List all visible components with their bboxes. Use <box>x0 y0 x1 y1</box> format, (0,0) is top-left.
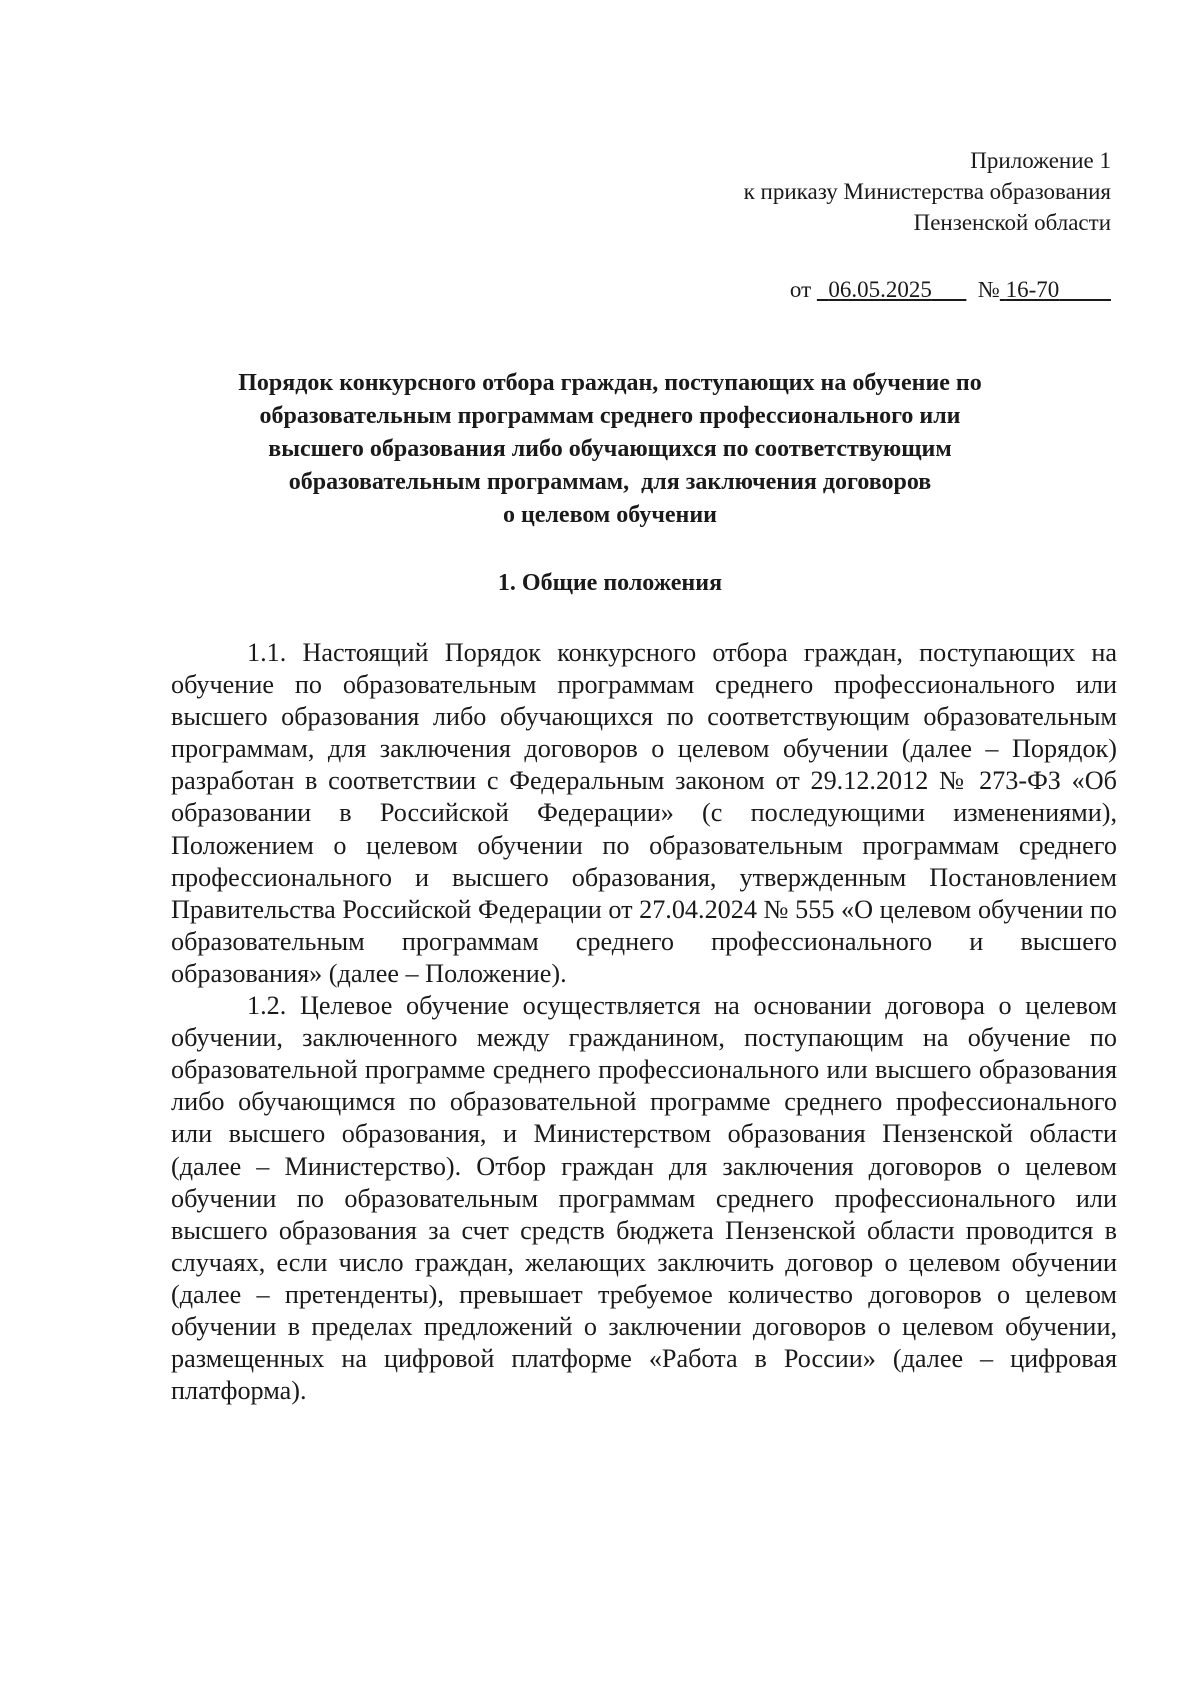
section-heading: 1. Общие положения <box>497 570 723 596</box>
title-line: образовательным программам среднего профессионального или <box>259 403 961 429</box>
annex-line-1: Приложение 1 <box>970 148 1111 173</box>
order-from-label: от <box>789 277 812 302</box>
order-number-field <box>1000 277 1111 302</box>
title-line: образовательным программам, для заключения договоров <box>288 469 932 495</box>
paragraph-1-2: 1.2. Целевое обучение осуществляется на основании договора о целевом обучении, заключенного между гражданином, поступающим на обучение по образовательной программе среднего профессионального или высшего образования либо обучающимся по образовательной программе среднего профессионального или высшего образования, и Министерством образования Пензенской области (далее – Министерство). Отбор граждан для заключения договоров о целевом обучении по образовательным программам среднего профессионального или высшего образования за счет средств бюджета Пензенской области проводится в случаях, если число граждан, желающих заключить договор о целевом обучении (далее – претенденты), превышает требуемое количество договоров о целевом обучении в пределах предложений о заключении договоров о целевом обучении, размещенных на цифровой платформе «Работа в России» (далее – цифровая платформа). <box>171 991 1117 1406</box>
annex-line-3: Пензенской области <box>913 210 1111 235</box>
order-date-number-line <box>790 274 1111 305</box>
body-text <box>171 637 1117 1407</box>
annex-header <box>744 145 1111 238</box>
order-date-field <box>817 277 967 302</box>
title-line: о целевом обучении <box>502 502 718 528</box>
order-date: 06.05.2025 <box>828 277 932 302</box>
document-title <box>160 367 1060 532</box>
title-line: высшего образования либо обучающихся по соответствующим <box>268 436 952 462</box>
paragraph-1-1: 1.1. Настоящий Порядок конкурсного отбора граждан, поступающих на обучение по образовательным программам среднего профессионального или высшего образования либо обучающихся по соответствующим образовательным программам, для заключения договоров о целевом обучении (далее – Порядок) разработан в соответствии с Федеральным законом от 29.12.2012 № 273-ФЗ «Об образовании в Российской Федерации» (с последующими изменениями), Положением о целевом обучении по образовательным программам среднего профессионального и высшего образования, утвержденным Постановлением Правительства Российской Федерации от 27.04.2024 № 555 «О целевом обучении по образовательным программам среднего профессионального и высшего образования» (далее – Положение). <box>171 638 1117 988</box>
order-number-label: № <box>977 277 1000 302</box>
order-number: 16-70 <box>1005 277 1060 302</box>
title-line: Порядок конкурсного отбора граждан, поступающих на обучение по <box>238 370 982 396</box>
annex-line-2: к приказу Министерства образования <box>743 179 1111 204</box>
